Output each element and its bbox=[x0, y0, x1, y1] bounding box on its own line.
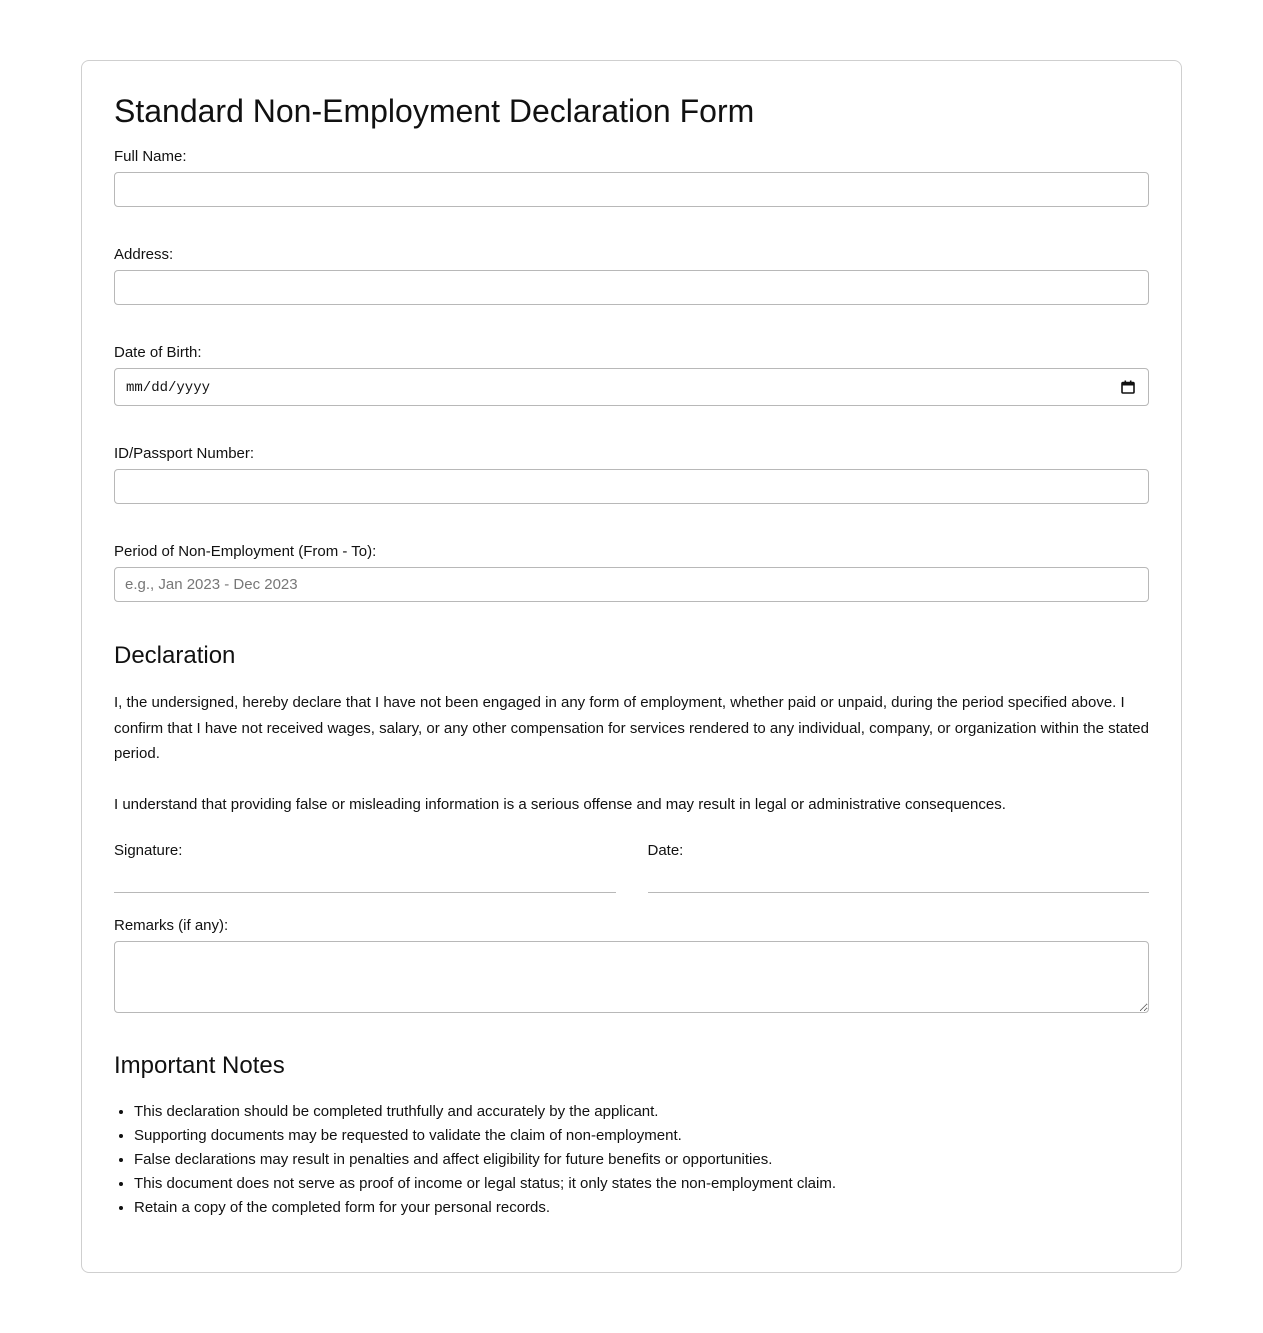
notes-heading: Important Notes bbox=[114, 1052, 285, 1079]
full-name-field bbox=[114, 148, 1149, 207]
date-field bbox=[648, 842, 1150, 893]
note-item: • False declarations may result in penalties and affect eligibility for future benefits or opportunities. bbox=[134, 1148, 1149, 1172]
declaration-paragraph-2: I understand that providing false or misleading information is a serious offense and may result in legal or administrative consequences. bbox=[114, 795, 1006, 813]
period-label: Period of Non-Employment (From - To): bbox=[114, 543, 377, 560]
signature-field bbox=[114, 842, 616, 893]
date-of-birth-input[interactable] bbox=[114, 368, 1149, 406]
signature-date-row bbox=[114, 842, 1149, 893]
id-passport-input[interactable] bbox=[114, 469, 1149, 504]
id-passport-field bbox=[114, 445, 1149, 504]
remarks-label: Remarks (if any): bbox=[114, 917, 229, 934]
signature-label: Signature: bbox=[114, 842, 183, 859]
date-line[interactable] bbox=[648, 892, 1150, 893]
address-label: Address: bbox=[114, 246, 174, 263]
form-card bbox=[81, 60, 1182, 1273]
date-mask-text: mm/dd/yyyy bbox=[126, 380, 211, 396]
address-input[interactable] bbox=[114, 270, 1149, 305]
note-item: • Retain a copy of the completed form for your personal records. bbox=[134, 1196, 1149, 1220]
id-passport-label: ID/Passport Number: bbox=[114, 445, 255, 462]
remarks-textarea[interactable] bbox=[114, 941, 1149, 1013]
signature-line[interactable] bbox=[114, 892, 616, 893]
note-item: • Supporting documents may be requested to validate the claim of non-employment. bbox=[134, 1124, 1149, 1148]
date-of-birth-label: Date of Birth: bbox=[114, 344, 202, 361]
declaration-paragraph-1: I, the undersigned, hereby declare that I have not been engaged in any form of employment, whether paid or unpaid, during the period specified above. I confirm that I have not received wages, salary, or any other compensation for services rendered to any individual, company, or organization within the stated period. bbox=[114, 694, 1149, 762]
declaration-heading: Declaration bbox=[114, 642, 236, 669]
period-input[interactable] bbox=[114, 567, 1149, 602]
full-name-label: Full Name: bbox=[114, 148, 187, 165]
period-field bbox=[114, 543, 1149, 602]
notes-list bbox=[114, 1100, 1149, 1220]
calendar-icon[interactable] bbox=[1121, 380, 1135, 394]
page-title: Standard Non-Employment Declaration Form bbox=[114, 93, 755, 129]
remarks-field bbox=[114, 917, 1149, 1013]
date-of-birth-field bbox=[114, 344, 1149, 406]
note-item: • This document does not serve as proof of income or legal status; it only states the non-employment claim. bbox=[134, 1172, 1149, 1196]
address-field bbox=[114, 246, 1149, 305]
note-item: • This declaration should be completed truthfully and accurately by the applicant. bbox=[134, 1100, 1149, 1124]
full-name-input[interactable] bbox=[114, 172, 1149, 207]
date-label: Date: bbox=[647, 842, 684, 859]
